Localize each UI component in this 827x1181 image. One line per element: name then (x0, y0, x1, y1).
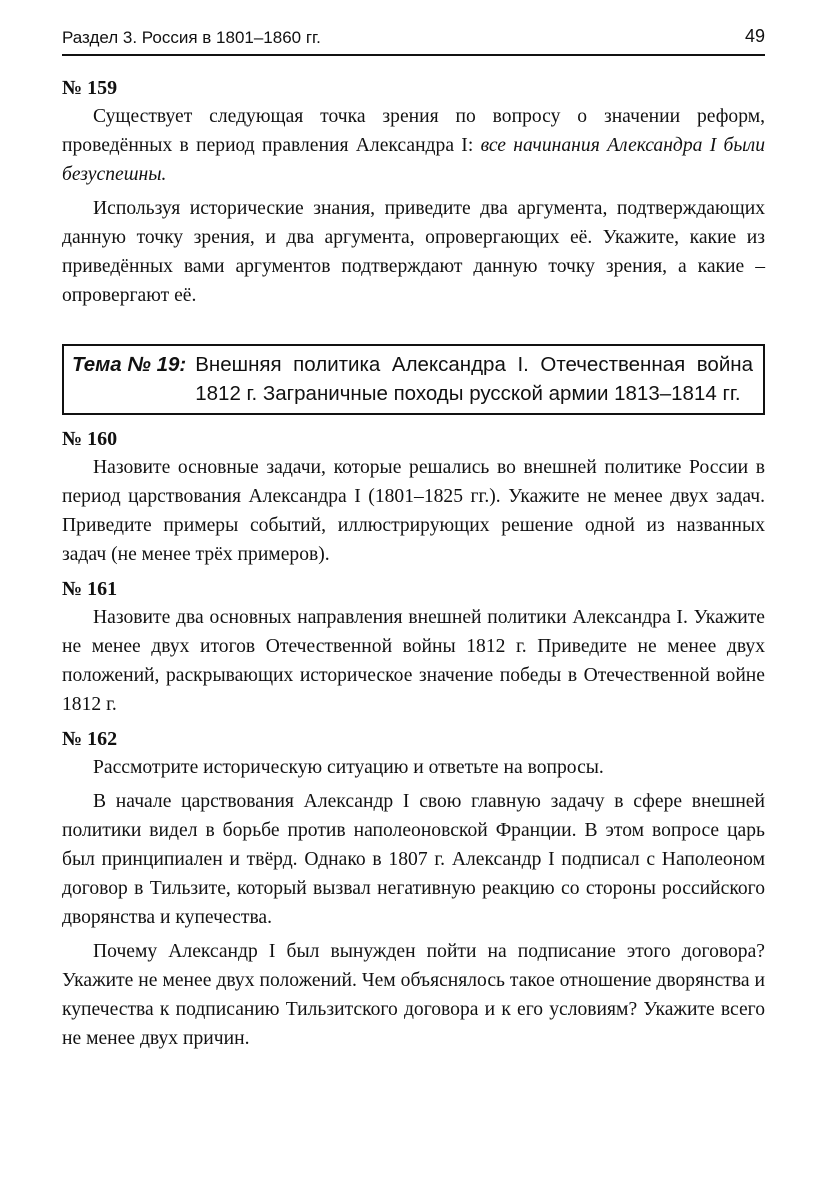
task-paragraph (62, 102, 765, 189)
page-content (62, 74, 765, 1053)
topic-title: Внешняя политика Александра I. Отечественная война 1812 г. Заграничные походы русской армии 1813–1814 гг. (195, 353, 753, 405)
task-161 (62, 575, 765, 719)
task-paragraph: Назовите основные задачи, которые решались во внешней политике России в период царствования Александра I (1801–1825 гг.). Укажите не менее двух задач. Приведите примеры событий, иллюстрирующих решение одной из названных задач (не менее трёх примеров). (62, 457, 765, 565)
page-number: 49 (744, 26, 765, 46)
task-number: № 159 (62, 77, 118, 99)
task-paragraph: Назовите два основных направления внешней политики Александра I. Укажите не менее двух итогов Отечественной войны 1812 г. Приведите не менее двух положений, раскрывающих историческое значение победы в Отечественной войне 1812 г. (62, 607, 765, 715)
section-title: Раздел 3. Россия в 1801–1860 гг. (62, 28, 321, 47)
task-paragraph: Рассмотрите историческую ситуацию и ответьте на вопросы. (93, 757, 604, 778)
running-header (62, 24, 765, 56)
task-paragraph: Почему Александр I был вынужден пойти на подписание этого договора? Укажите не менее двух положений. Чем объяснялось такое отношение дворянства и купечества к подписанию Тильзитского договора и к его условиям? Укажите всего не менее двух причин. (62, 941, 765, 1049)
topic-label: Тема № 19: (72, 353, 187, 376)
task-paragraph: В начале царствования Александр I свою главную задачу в сфере внешней политики видел в борьбе против наполеоновской Франции. В этом вопросе царь был принципиален и твёрд. Однако в 1807 г. Александр I подписал с Наполеоном договор в Тильзите, который вызвал негативную реакцию со стороны российского дворянства и купечества. (62, 791, 765, 928)
viewpoint-quote: все начинания Александра I были безуспешны. (62, 135, 765, 185)
task-number: № 160 (62, 428, 118, 450)
task-paragraph: Используя исторические знания, приведите два аргумента, подтверждающих данную точку зрения, и два аргумента, опровергающих её. Укажите, какие из приведённых вами аргументов подтверждают данную точку зрения, а какие – опровергают её. (62, 198, 765, 306)
paragraph-text: Существует следующая точка зрения по вопросу о значении реформ, проведённых в период правления Александра I: (62, 106, 765, 156)
task-160 (62, 425, 765, 569)
task-159 (62, 74, 765, 310)
task-number: № 161 (62, 578, 118, 600)
task-162 (62, 725, 765, 1053)
topic-heading-box (62, 344, 765, 415)
task-number: № 162 (62, 728, 118, 750)
